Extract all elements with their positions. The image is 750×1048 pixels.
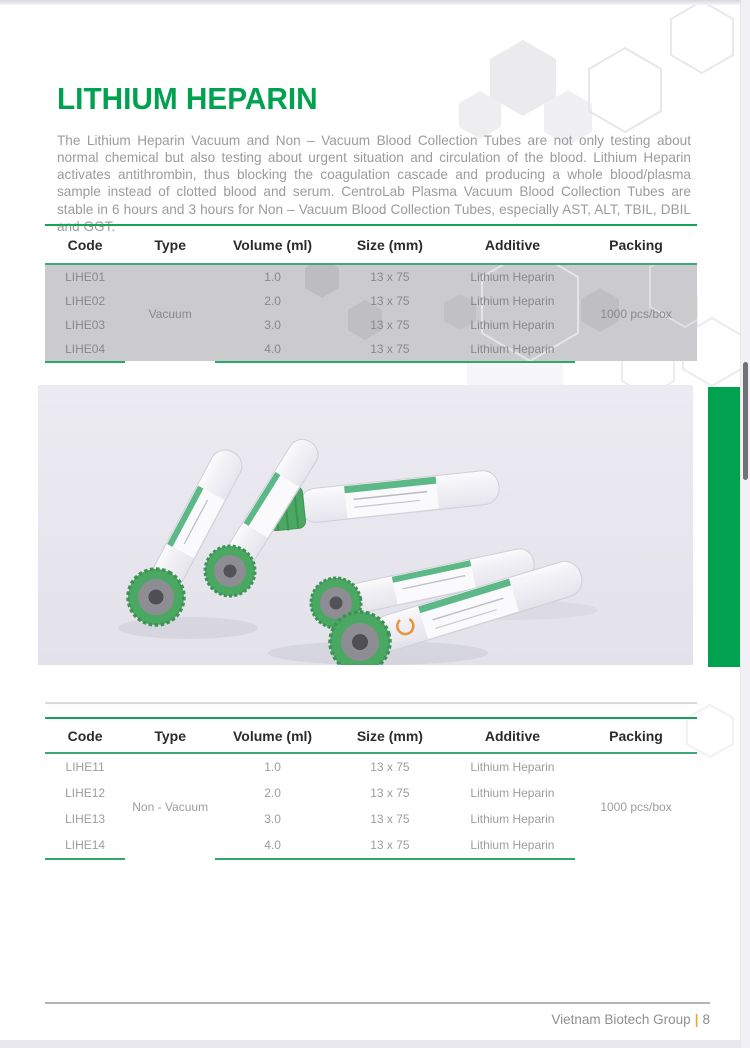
table-header-row [45,225,697,264]
scrollbar-thumb[interactable] [743,362,748,480]
cell-volume: 4.0 [215,337,330,362]
cell-size: 13 x 75 [330,832,450,859]
cell-code: LIHE04 [45,337,125,362]
cell-additive: Lithium Heparin [470,786,555,800]
pre-table-rule [45,702,697,704]
cell-code: LIHE02 [65,294,106,308]
vacuum-table [45,224,697,363]
header-additive: Additive [450,718,575,753]
table-row [45,264,697,289]
cell-additive: Lithium Heparin [470,760,555,774]
cell-packing: 1000 pcs/box [600,306,672,321]
cell-volume: 2.0 [264,786,281,800]
header-code: Code [45,718,125,753]
footer [45,1012,710,1027]
description-paragraph: The Lithium Heparin Vacuum and Non – Vacuum Blood Collection Tubes are not only testing about normal chemical but also testing about urgent situation and circulation of the blood. Lithium Heparin activates antithrombin, thus blocking the coagulation cascade and producing a whole blood/plasma sample instead of clotted blood and serum. CentroLab Plasma Vacuum Blood Collection Tubes are stable in 6 hours and 3 hours for Non – Vacuum Blood Collection Tubes, especially AST, ALT, TBIL, DBIL and GGT. [57,132,691,235]
cell-size: 13 x 75 [370,812,410,826]
cell-code: LIHE03 [65,318,106,332]
non-vacuum-table-grid [45,717,697,860]
cell-code: LIHE01 [65,270,106,284]
cell-code: LIHE12 [65,786,106,800]
cell-additive: Lithium Heparin [470,812,555,826]
header-additive: Additive [450,225,575,264]
cell-type: Vacuum [148,306,192,321]
cell-code: LIHE11 [65,760,105,774]
cell-size: 13 x 75 [370,294,410,308]
header-code: Code [45,225,125,264]
vacuum-table-grid [45,224,697,363]
non-vacuum-table [45,717,697,860]
cell-code: LIHE13 [65,812,106,826]
footer-separator: | [694,1012,699,1027]
cell-size: 13 x 75 [370,318,410,332]
footer-rule [45,1002,710,1004]
header-volume: Volume (ml) [215,718,330,753]
cell-packing: 1000 pcs/box [600,799,672,814]
cell-additive: Lithium Heparin [470,294,555,308]
footer-page-number: 8 [702,1012,710,1027]
header-type: Type [125,225,215,264]
cell-size: 13 x 75 [370,760,410,774]
cell-size: 13 x 75 [370,786,410,800]
green-accent-bar [708,387,742,667]
cell-additive: Lithium Heparin [450,337,575,362]
cell-volume: 3.0 [264,318,281,332]
cell-additive: Lithium Heparin [450,832,575,859]
cell-volume: 1.0 [264,760,281,774]
product-photo [38,385,693,665]
cell-size: 13 x 75 [330,337,450,362]
table-row [45,753,697,780]
cell-code: LIHE14 [45,832,125,859]
page-title: LITHIUM HEPARIN [57,80,318,116]
page-bottom-edge [0,1040,750,1048]
cell-additive: Lithium Heparin [470,318,555,332]
cell-volume: 3.0 [264,812,281,826]
cell-volume: 1.0 [264,270,281,284]
cell-volume: 4.0 [215,832,330,859]
table-header-row [45,718,697,753]
header-size: Size (mm) [330,718,450,753]
footer-company: Vietnam Biotech Group [551,1012,691,1027]
header-size: Size (mm) [330,225,450,264]
header-type: Type [125,718,215,753]
page-top-edge [0,0,750,5]
scrollbar-track[interactable] [740,0,750,1048]
header-volume: Volume (ml) [215,225,330,264]
cell-additive: Lithium Heparin [470,270,555,284]
header-packing: Packing [575,225,697,264]
cell-volume: 2.0 [264,294,281,308]
cell-size: 13 x 75 [370,270,410,284]
header-packing: Packing [575,718,697,753]
cell-type: Non - Vacuum [132,799,209,814]
